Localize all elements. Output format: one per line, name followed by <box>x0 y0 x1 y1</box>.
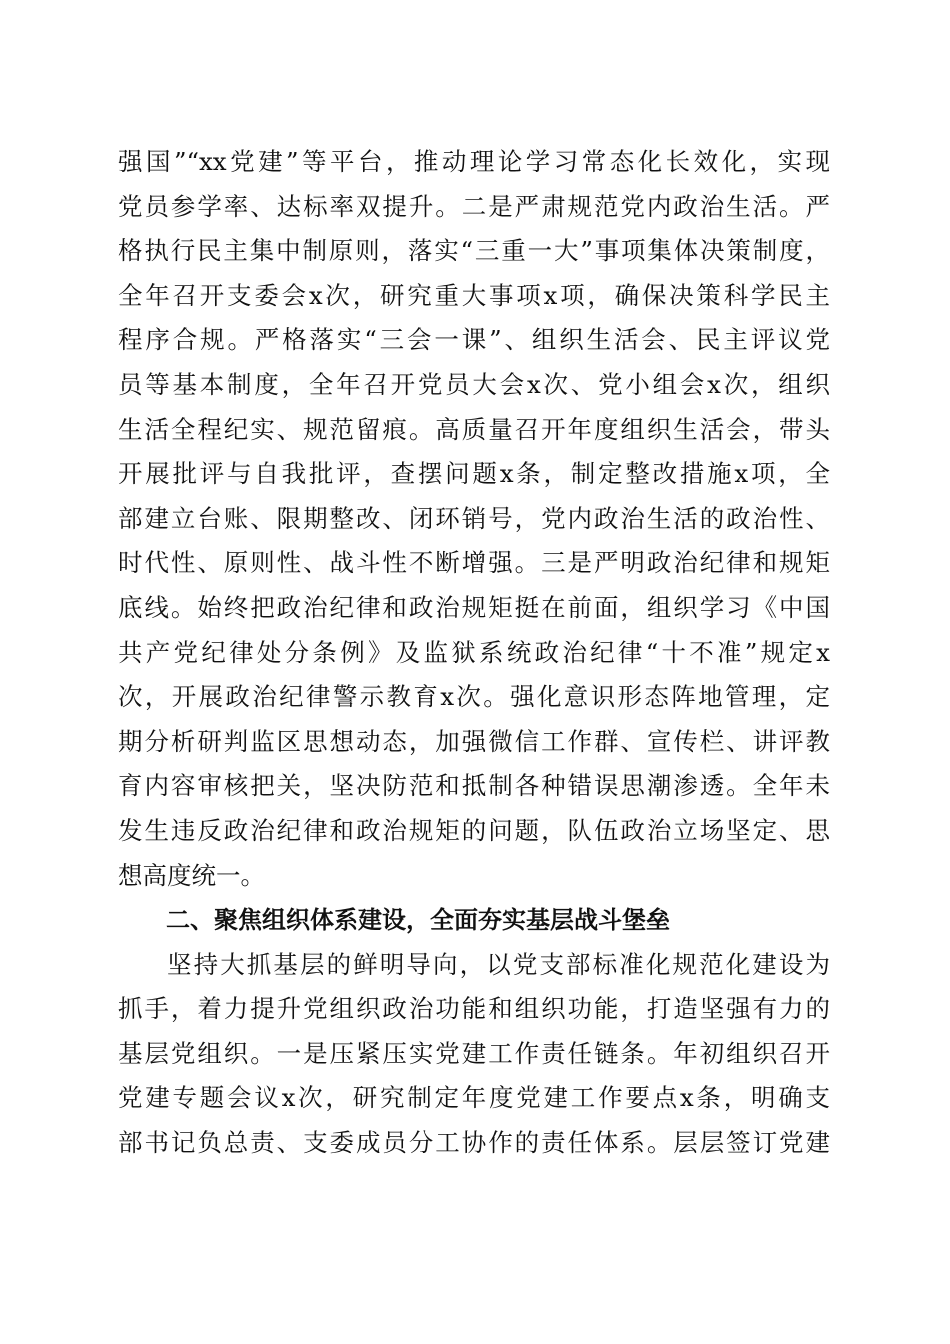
paragraph-line: 党员参学率、达标率双提升。二是严肃规范党内政治生活。严 <box>118 191 830 221</box>
paragraph-line: 生活全程纪实、规范留痕。高质量召开年度组织生活会，带头 <box>118 414 830 444</box>
document-body <box>118 140 830 1166</box>
paragraph-line: 育内容审核把关，坚决防范和抵制各种错误思潮渗透。全年未 <box>118 771 830 801</box>
paragraph-line: 抓手，着力提升党组织政治功能和组织功能，打造坚强有力的 <box>118 994 830 1024</box>
paragraph-line: 时代性、原则性、战斗性不断增强。三是严明政治纪律和规矩 <box>118 548 830 578</box>
paragraph-line: 想高度统一。 <box>118 860 265 890</box>
paragraph-line: 格执行民主集中制原则，落实“三重一大”事项集体决策制度， <box>118 236 830 266</box>
paragraph-line: 程序合规。严格落实“三会一课”、组织生活会、民主评议党 <box>118 325 830 355</box>
paragraph-line: 底线。始终把政治纪律和政治规矩挺在前面，组织学习《中国 <box>118 592 830 622</box>
paragraph-line: 党建专题会议x次，研究制定年度党建工作要点x条，明确支 <box>118 1083 830 1113</box>
paragraph-line: 员等基本制度，全年召开党员大会x次、党小组会x次，组织 <box>118 369 830 399</box>
paragraph-line: 基层党组织。一是压紧压实党建工作责任链条。年初组织召开 <box>118 1038 830 1068</box>
paragraph-line: 发生违反政治纪律和政治规矩的问题，队伍政治立场坚定、思 <box>118 815 830 845</box>
paragraph-line: 次，开展政治纪律警示教育x次。强化意识形态阵地管理，定 <box>118 682 830 712</box>
paragraph-line: 部建立台账、限期整改、闭环销号，党内政治生活的政治性、 <box>118 503 830 533</box>
paragraph-line: 坚持大抓基层的鲜明导向，以党支部标准化规范化建设为 <box>167 949 830 979</box>
section-heading: 二、聚焦组织体系建设，全面夯实基层战斗堡垒 <box>166 906 670 935</box>
paragraph-line: 期分析研判监区思想动态，加强微信工作群、宣传栏、讲评教 <box>118 726 830 756</box>
paragraph-line: 强国”“xx党建”等平台，推动理论学习常态化长效化，实现 <box>118 147 830 176</box>
paragraph-line: 部书记负总责、支委成员分工协作的责任体系。层层签订党建 <box>118 1128 830 1158</box>
paragraph-line: 开展批评与自我批评，查摆问题x条，制定整改措施x项，全 <box>118 459 830 489</box>
paragraph-line: 共产党纪律处分条例》及监狱系统政治纪律“十不准”规定x <box>118 637 830 667</box>
paragraph-line: 全年召开支委会x次，研究重大事项x项，确保决策科学民主 <box>118 280 830 310</box>
